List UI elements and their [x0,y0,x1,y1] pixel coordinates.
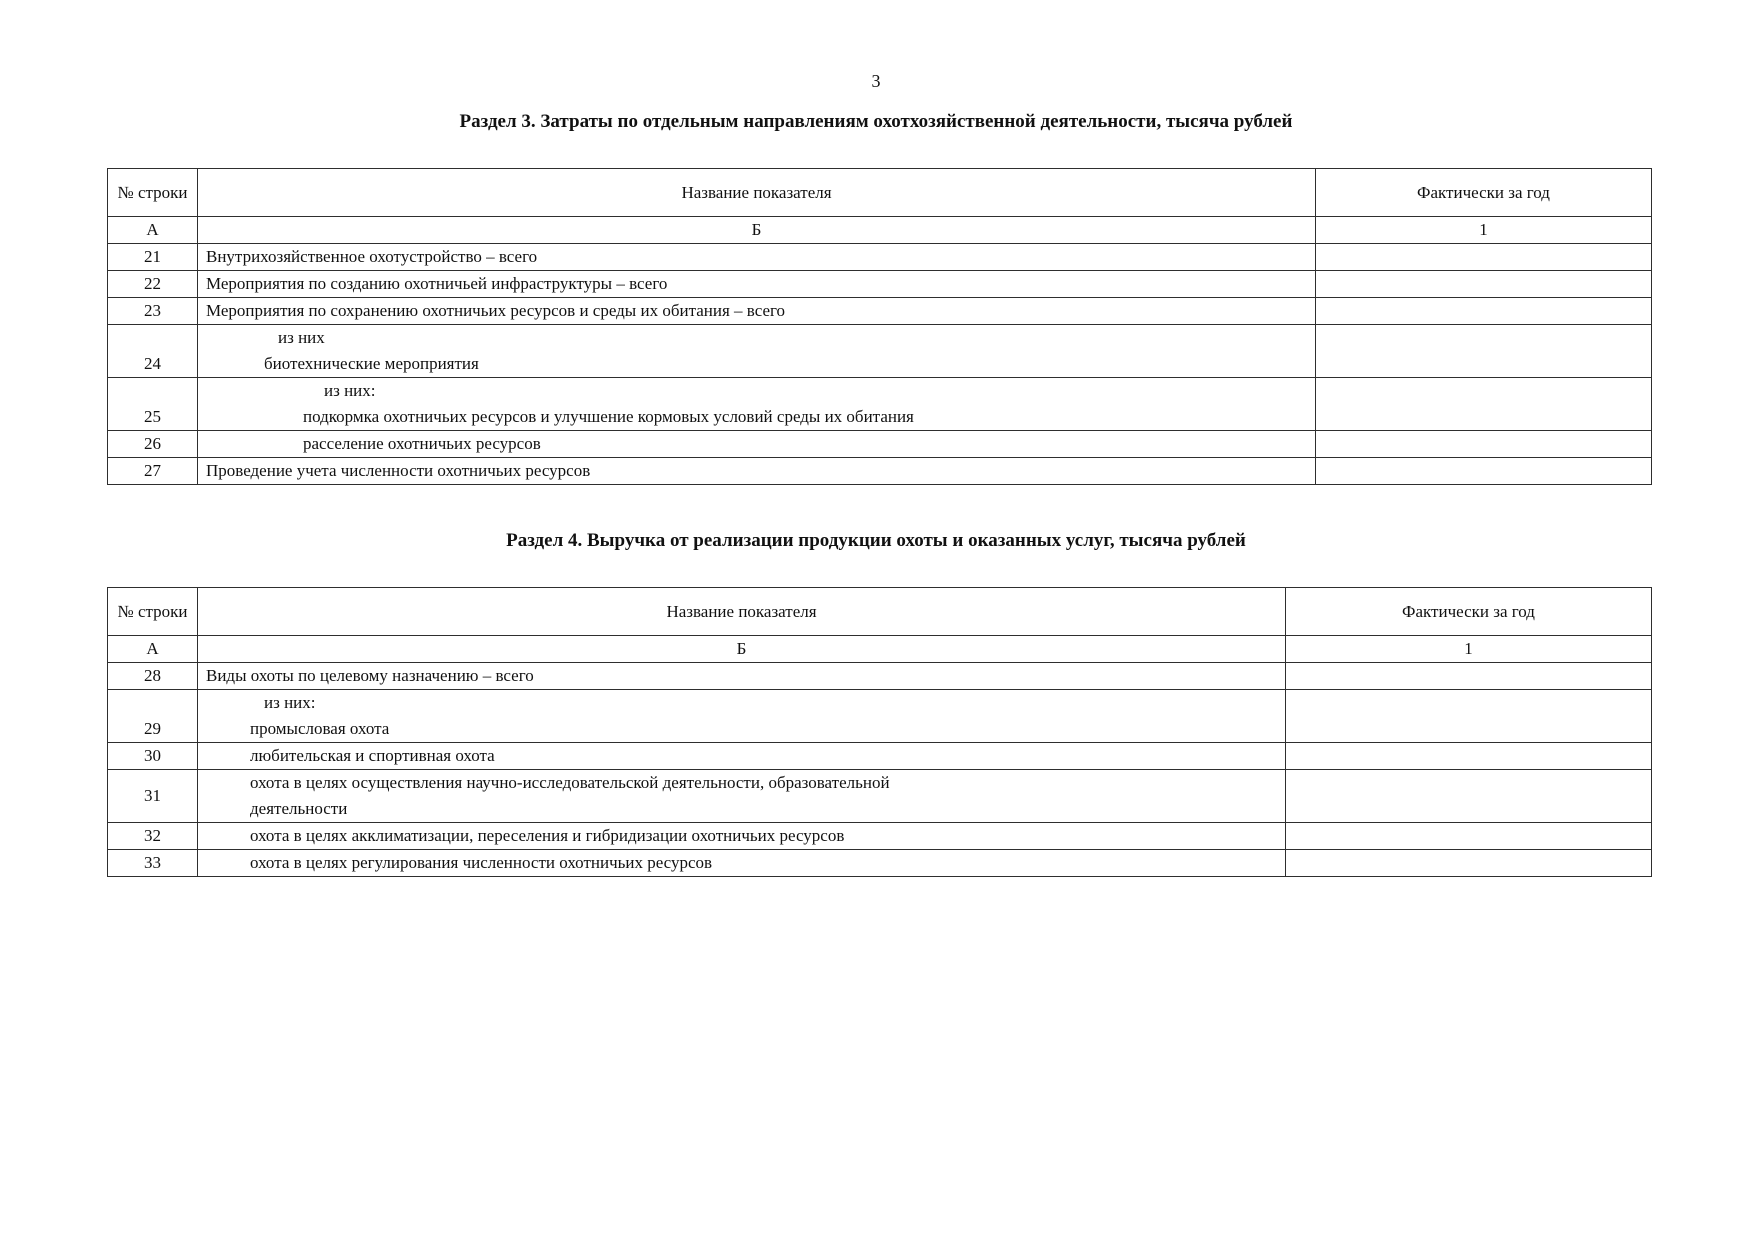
table-row [108,244,1652,271]
table-row [108,743,1652,770]
row-number: 32 [108,823,198,850]
table-row [108,431,1652,458]
table-row [108,850,1652,877]
row-number: 28 [108,663,198,690]
value-cell [1286,770,1652,823]
column-code-row [108,636,1652,663]
value-cell [1286,690,1652,743]
table-header-row [108,588,1652,636]
row-label-line: из них: [264,693,316,712]
row-label [198,431,1316,458]
header-indicator-name: Название показателя [198,169,1316,217]
table-row [108,663,1652,690]
row-label-line: Виды охоты по целевому назначению – всего [206,666,534,685]
code-cell-b: Б [198,636,1286,663]
row-label-line: промысловая охота [250,719,390,738]
value-cell [1316,458,1652,485]
row-label [198,458,1316,485]
value-cell [1316,244,1652,271]
row-number: 24 [108,325,198,378]
row-label [198,823,1286,850]
value-cell [1286,663,1652,690]
row-number: 27 [108,458,198,485]
table-row [108,298,1652,325]
row-number: 33 [108,850,198,877]
row-label-line: охота в целях акклиматизации, переселения и гибридизации охотничьих ресурсов [250,826,845,845]
row-number: 31 [108,770,198,823]
row-label [198,271,1316,298]
row-label [198,663,1286,690]
row-label-line: подкормка охотничьих ресурсов и улучшение кормовых условий среды их обитания [303,407,914,426]
header-line-number: № строки [108,169,198,217]
row-label-line: Мероприятия по сохранению охотничьих ресурсов и среды их обитания – всего [206,301,786,320]
row-label-line: деятельности [250,799,348,818]
row-number: 30 [108,743,198,770]
table-row [108,823,1652,850]
row-label-line: охота в целях регулирования численности охотничьих ресурсов [250,853,713,872]
section3-table [107,168,1652,485]
row-number: 23 [108,298,198,325]
row-label-line: расселение охотничьих ресурсов [303,434,541,453]
row-label-line: Внутрихозяйственное охотустройство – всего [206,247,538,266]
section4-table [107,587,1652,877]
row-label-line: Мероприятия по созданию охотничьей инфраструктуры – всего [206,274,668,293]
column-code-row [108,217,1652,244]
table-row [108,770,1652,823]
value-cell [1286,850,1652,877]
row-label [198,244,1316,271]
row-label-line: биотехнические мероприятия [264,354,479,373]
value-cell [1316,298,1652,325]
table-header-row [108,169,1652,217]
code-cell-b: Б [198,217,1316,244]
row-number: 22 [108,271,198,298]
value-cell [1316,271,1652,298]
table-row [108,690,1652,743]
row-label [198,325,1316,378]
code-cell-1: 1 [1286,636,1652,663]
code-cell-1: 1 [1316,217,1652,244]
value-cell [1316,378,1652,431]
value-cell [1316,325,1652,378]
table-row [108,325,1652,378]
header-indicator-name: Название показателя [198,588,1286,636]
row-label-line: охота в целях осуществления научно-исследовательской деятельности, образовательной [250,773,890,792]
row-number: 25 [108,378,198,431]
table-row [108,458,1652,485]
row-label [198,378,1316,431]
value-cell [1286,823,1652,850]
row-label [198,850,1286,877]
table-row [108,271,1652,298]
row-label-line: из них: [324,381,376,400]
row-number: 29 [108,690,198,743]
code-cell-a: А [108,217,198,244]
row-number: 26 [108,431,198,458]
row-label [198,770,1286,823]
row-label [198,298,1316,325]
row-label [198,743,1286,770]
row-label-line: любительская и спортивная охота [250,746,495,765]
row-label [198,690,1286,743]
code-cell-a: А [108,636,198,663]
row-number: 21 [108,244,198,271]
row-label-line: Проведение учета численности охотничьих ресурсов [206,461,591,480]
header-actual-for-year: Фактически за год [1286,588,1652,636]
value-cell [1286,743,1652,770]
value-cell [1316,431,1652,458]
page-number: 3 [871,71,881,91]
table-row [108,378,1652,431]
section3-title: Раздел 3. Затраты по отдельным направлениям охотхозяйственной деятельности, тысяча рублей [459,111,1293,132]
row-label-line: из них [278,328,325,347]
header-line-number: № строки [108,588,198,636]
header-actual-for-year: Фактически за год [1316,169,1652,217]
section4-title: Раздел 4. Выручка от реализации продукции охоты и оказанных услуг, тысяча рублей [506,530,1246,551]
